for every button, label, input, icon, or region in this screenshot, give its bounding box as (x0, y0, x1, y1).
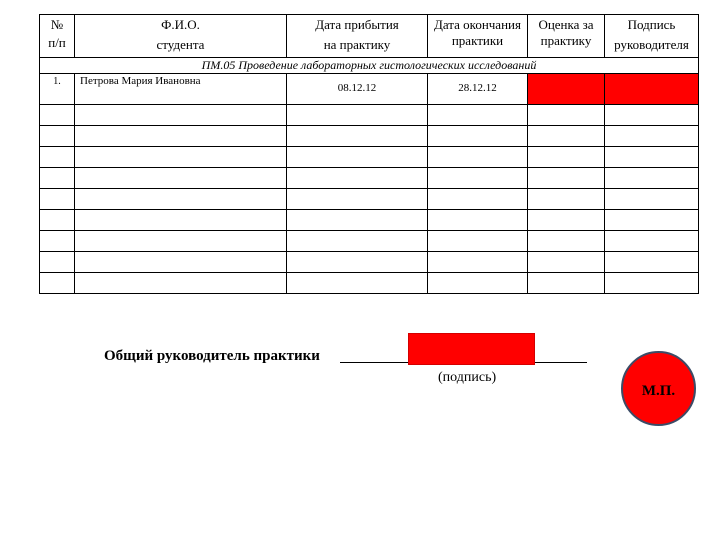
supervisor-label: Общий руководитель практики (104, 348, 320, 364)
header-signature: Подпись руководителя (605, 15, 699, 58)
empty-row (40, 273, 699, 294)
arrival-date: 08.12.12 (287, 74, 428, 105)
module-title-row (40, 58, 699, 74)
signature-redacted-box (408, 333, 535, 365)
row-number: 1. (40, 74, 75, 105)
grade-redacted (528, 74, 605, 105)
empty-row (40, 147, 699, 168)
empty-row (40, 168, 699, 189)
header-name: Ф.И.О. студента (75, 15, 287, 58)
module-title: ПМ.05 Проведение лабораторных гистологических исследований (40, 58, 699, 74)
empty-row (40, 252, 699, 273)
student-name: Петрова Мария Ивановна (75, 74, 287, 105)
header-arrival-date: Дата прибытия на практику (287, 15, 428, 58)
signature-redacted (605, 74, 699, 105)
header-end-date: Дата окончания практики (428, 15, 528, 58)
header-grade: Оценка за практику (528, 15, 605, 58)
signature-caption: (подпись) (438, 370, 497, 385)
empty-row (40, 105, 699, 126)
stamp-text: М.П. (641, 383, 676, 399)
empty-row (40, 231, 699, 252)
practice-table (39, 14, 699, 294)
header-number: № п/п (40, 15, 75, 58)
stamp-seal (621, 351, 696, 426)
header-row (40, 15, 699, 58)
table-row (40, 74, 699, 105)
empty-row (40, 126, 699, 147)
empty-row (40, 189, 699, 210)
end-date: 28.12.12 (428, 74, 528, 105)
empty-row (40, 210, 699, 231)
